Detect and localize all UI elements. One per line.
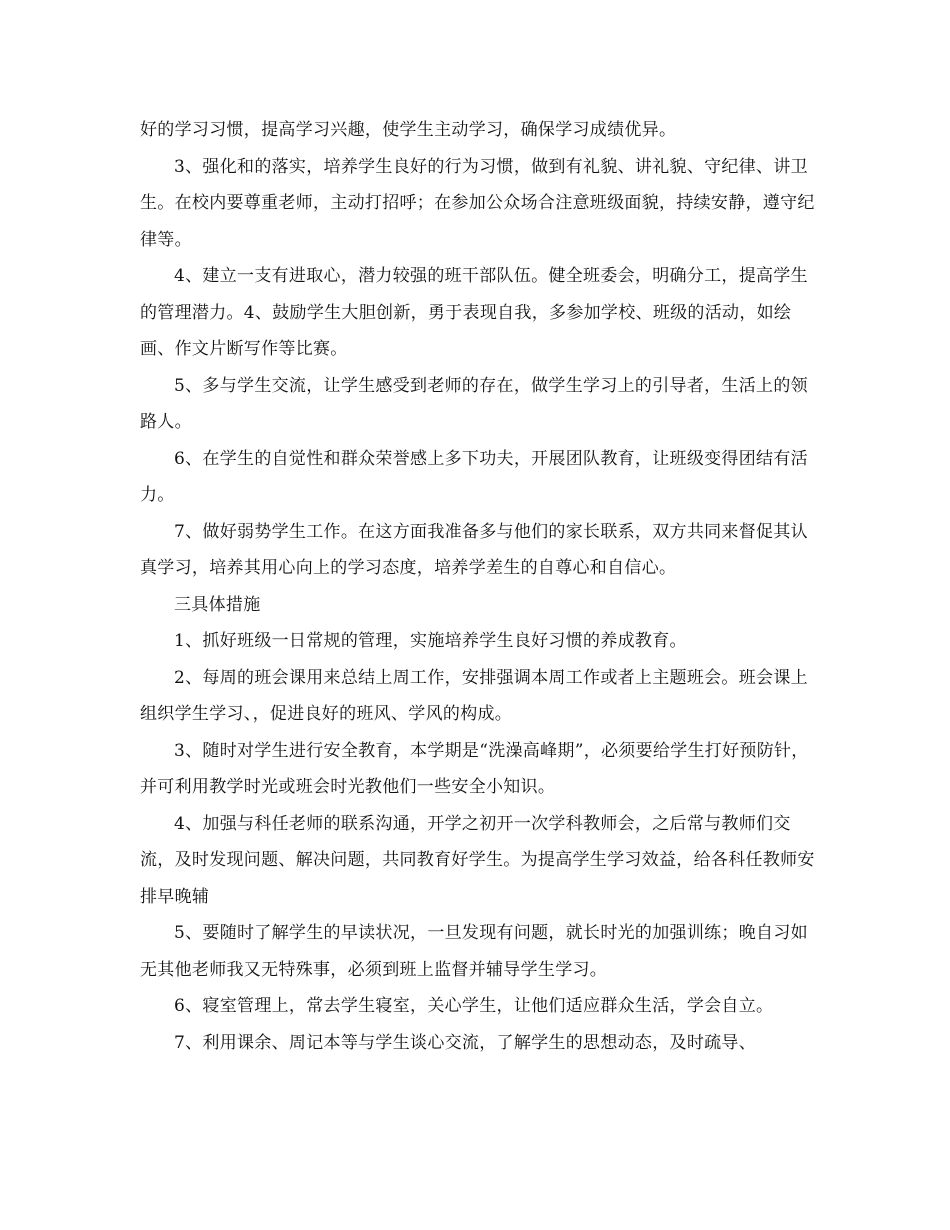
section-heading-measures: 三具体措施 — [174, 594, 261, 615]
paragraph-item-4-class-cadre: 4、建立一支有进取心，潜力较强的班干部队伍。健全班委会，明确分工，提高学生的管理潜力。4、鼓励学生大胆创新，勇于表现自我，多参加学校、班级的活动，如绘画、作文片断写作等比赛。 — [140, 266, 808, 359]
measure-item-7: 7、利用课余、周记本等与学生谈心交流，了解学生的思想动态，及时疏导、 — [174, 1032, 757, 1053]
paragraph-item-6-collective: 6、在学生的自觉性和群众荣誉感上多下功夫，开展团队教育，让班级变得团结有活力。 — [140, 448, 808, 505]
measure-item-6: 6、寝室管理上，常去学生寝室，关心学生，让他们适应群众生活，学会自立。 — [174, 996, 774, 1016]
measure-item-4: 4、加强与科任老师的联系沟通，开学之初开一次学科教师会，之后常与教师们交流，及时发现问题、解决问题，共同教育好学生。为提高学生学习效益，给各科任教师安排早晚辅 — [140, 813, 815, 907]
measure-item-2: 2、每周的班会课用来总结上周工作，安排强调本周工作或者上主题班会。班会课上组织学生学习、，促进良好的班风、学风的构成。 — [140, 667, 808, 724]
paragraph-item-5-communication: 5、多与学生交流，让学生感受到老师的存在，做学生学习上的引导者，生活上的领路人。 — [140, 375, 808, 432]
paragraph-continuation: 好的学习习惯，提高学习兴趣，使学生主动学习，确保学习成绩优异。 — [140, 120, 677, 140]
document-body — [140, 112, 816, 1061]
paragraph-item-3-behavior: 3、强化和的落实，培养学生良好的行为习惯，做到有礼貌、讲礼貌、守纪律、讲卫生。在校内要尊重老师，主动打招呼；在参加公众场合注意班级面貌，持续安静，遵守纪律等。 — [140, 156, 815, 250]
paragraph-item-7-weak-students: 7、做好弱势学生工作。在这方面我准备多与他们的家长联系，双方共同来督促其认真学习，培养其用心向上的学习态度，培养学差生的自尊心和自信心。 — [140, 521, 808, 578]
measure-item-3: 3、随时对学生进行安全教育，本学期是“洗澡高峰期”，必须要给学生打好预防针，并可利用教学时光或班会时光教他们一些安全小知识。 — [140, 740, 809, 797]
measure-item-1: 1、抓好班级一日常规的管理，实施培养学生良好习惯的养成教育。 — [174, 631, 687, 651]
measure-item-5: 5、要随时了解学生的早读状况，一旦发现有问题，就长时光的加强训练；晚自习如无其他老师我又无特殊事，必须到班上监督并辅导学生学习。 — [140, 923, 808, 980]
